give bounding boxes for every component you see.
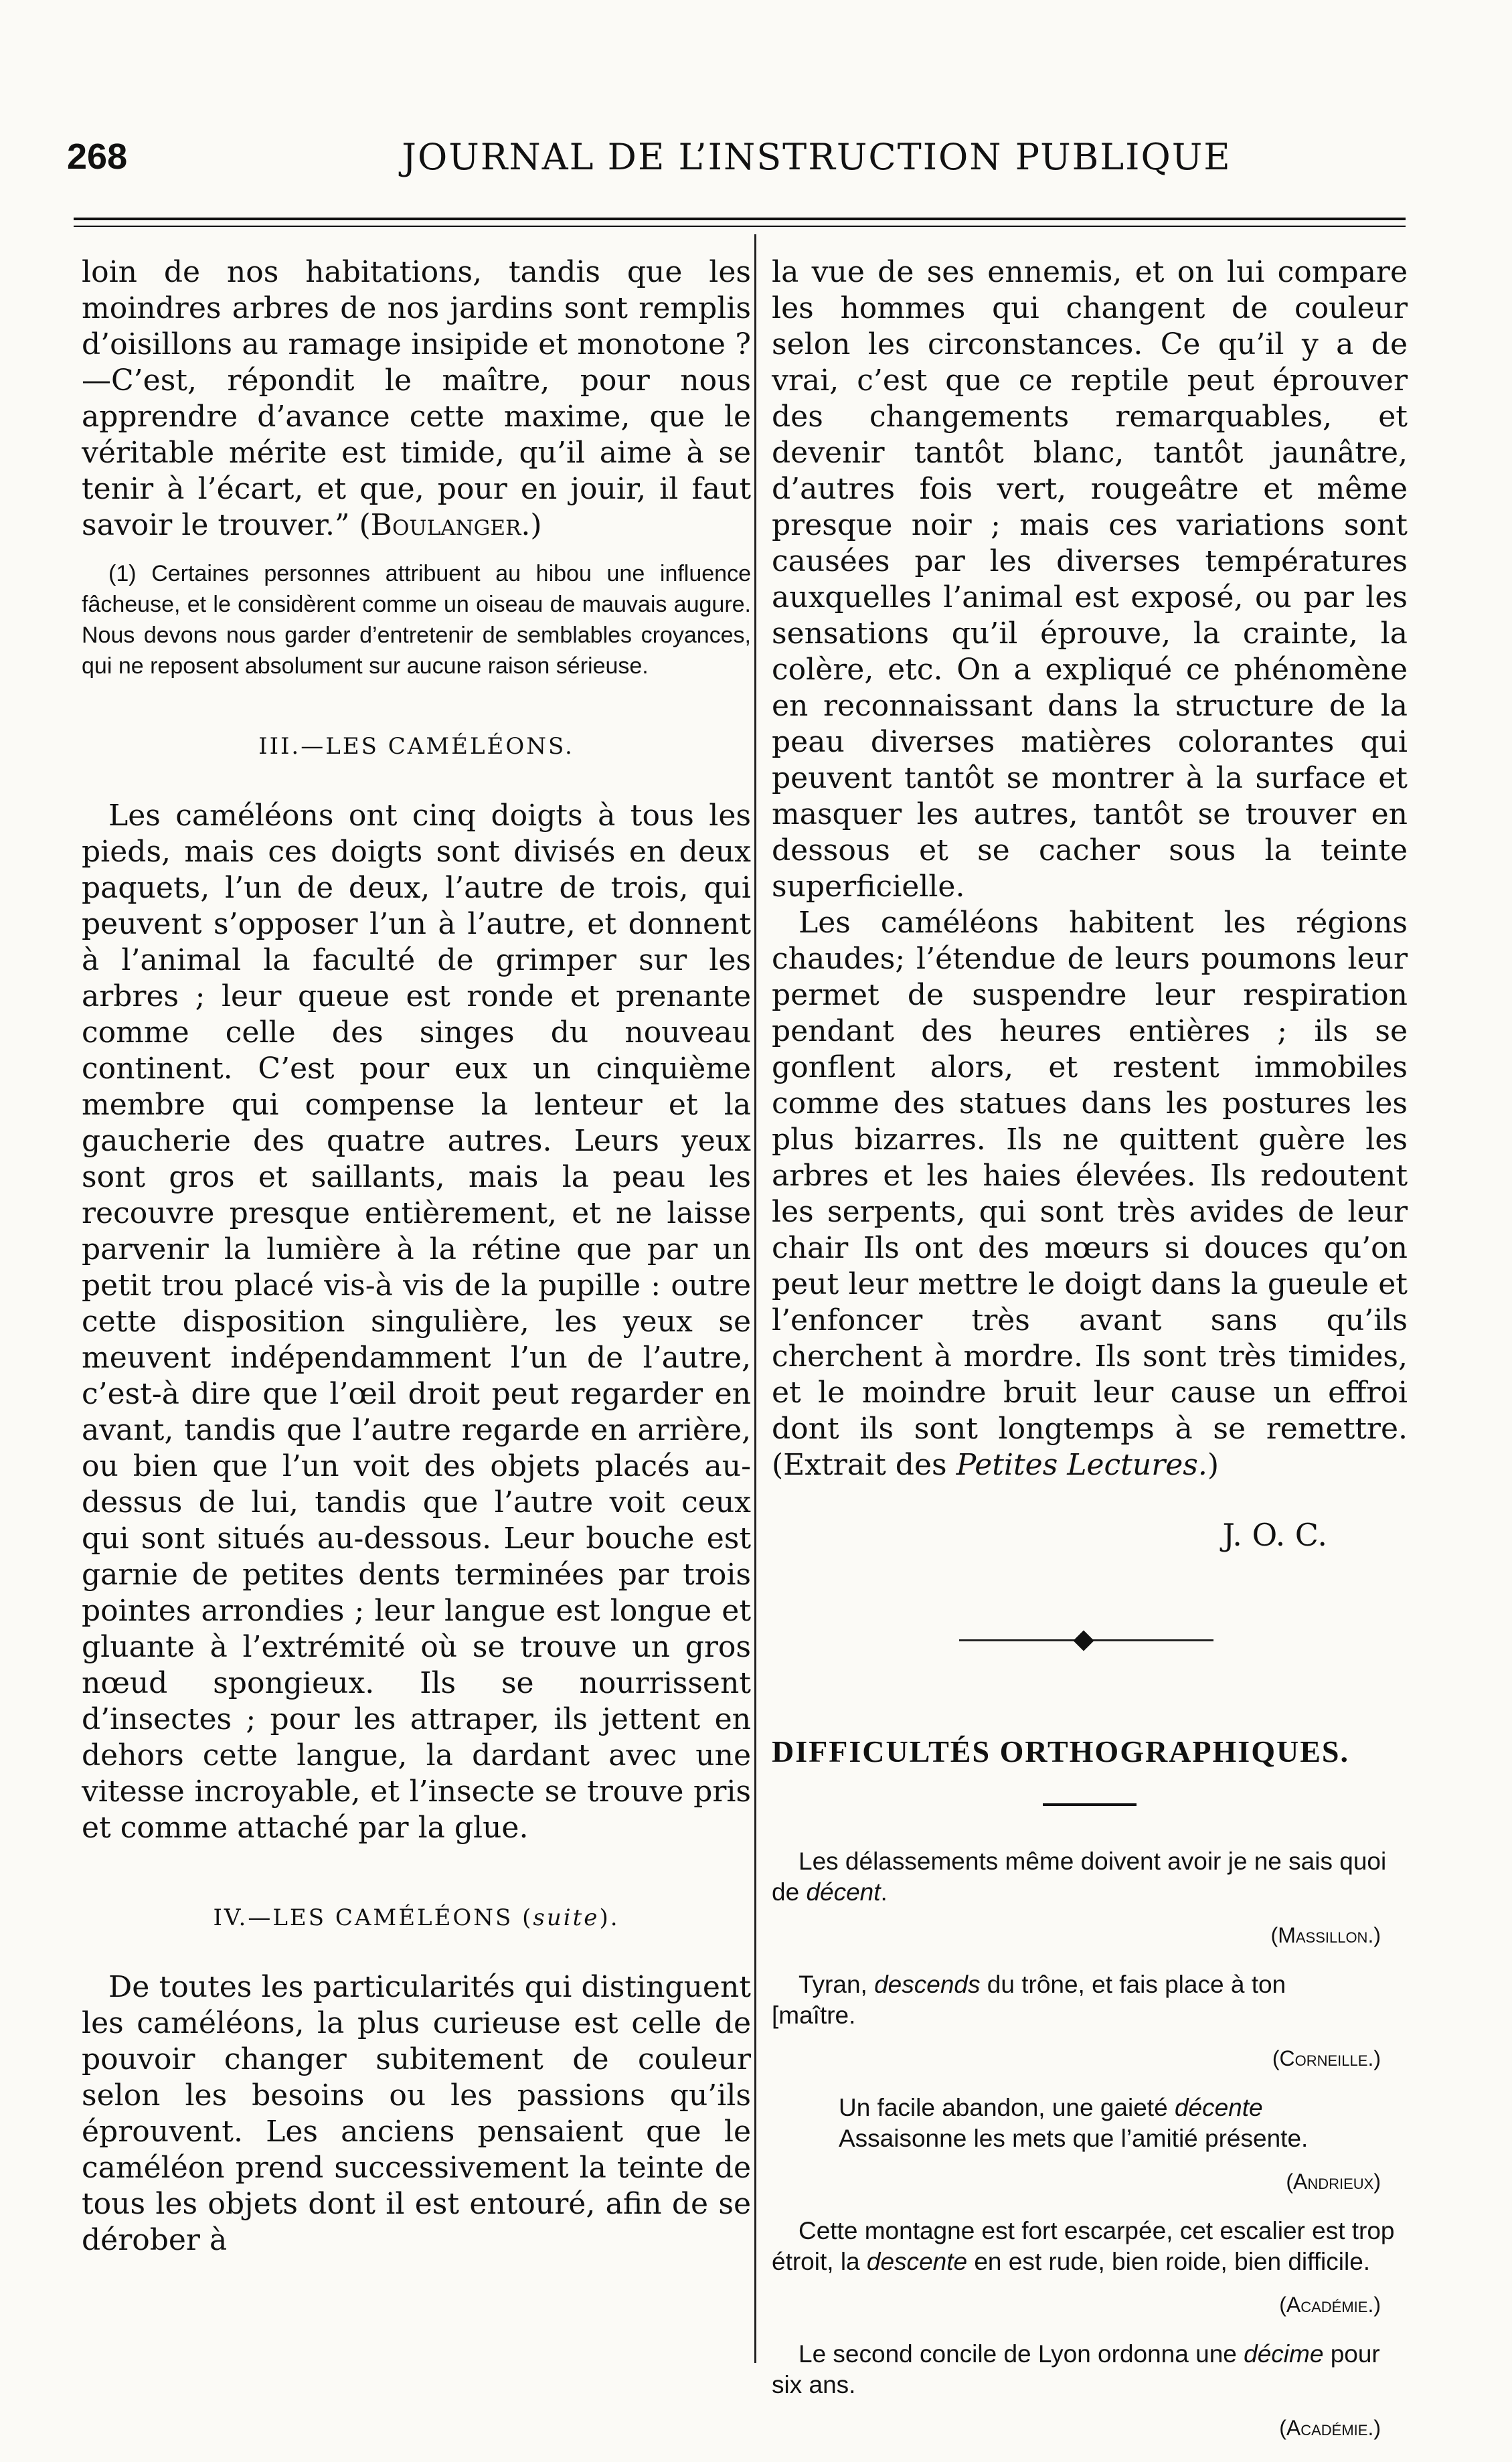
quote-3-line1 bbox=[772, 2092, 1408, 2123]
quote-3-line2: Assaisonne les mets que l’amitié présente. bbox=[839, 2125, 1309, 2152]
paragraph-close: ) bbox=[530, 508, 542, 542]
heading-main: IV.—LES CAMÉLÉONS ( bbox=[213, 1904, 533, 1931]
quote-1-author: (Massillon.) bbox=[1270, 1923, 1381, 1947]
paragraph-cameleons-1: Les caméléons ont cinq doigts à tous les pieds, mais ces doigts sont divisés en deux paquets, l’un de deux, l’autre de trois, qui peuvent s’opposer l’un à l’autre, et donnent à l’animal la faculté de grimper sur les arbres ; leur queue est ronde et prenante comme celle des singes du nouveau continent. C’est pour eux un cinquième membre qui compense la lenteur et la gaucherie des quatre autres. Leurs yeux sont gros et saillants, mais la peau les recouvre presque entièrement, et ne laisse parvenir la lumière à la rétine que par un petit trou placé vis-à vis de la pupille : outre cette disposition singulière, les yeux se meuvent indépendamment l’un de l’autre, c’est-à dire que l’œil droit peut regarder en avant, tandis que l’autre regarde en arrière, ou bien que l’un voit des objets placés au-dessus de lui, tandis que l’autre voit ceux qui sont situés au-dessous. Leur bouche est garnie de petites dents terminées par trois pointes arrondies ; leur langue est longue et gluante à l’extrémité où se trouve un gros nœud spongieux. Ils se nourrissent d’insectes ; pour les attraper, ils jettent en dehors cette langue, la dardant avec une vitesse incroyable, et l’insecte se trouve pris et comme attaché par la glue. bbox=[82, 799, 751, 1845]
short-rule bbox=[1043, 1803, 1137, 1806]
footnote: (1) Certaines personnes attribuent au hibou une influence fâcheuse, et le considèrent comme un oiseau de mauvais augure. Nous devons nous garder d’entretenir de semblables croyances, qui ne reposent absolument sur aucune raison sérieuse. bbox=[82, 561, 751, 679]
header-rule-thick bbox=[74, 218, 1406, 220]
quote-keyword: descente bbox=[866, 2248, 968, 2275]
quote-keyword: décime bbox=[1244, 2340, 1324, 2368]
diamond-icon bbox=[1073, 1630, 1094, 1651]
page-number: 268 bbox=[67, 137, 128, 177]
left-column bbox=[82, 254, 751, 2259]
section-heading-iii: III.—LES CAMÉLÉONS. bbox=[258, 733, 574, 760]
paragraph-hibou-end bbox=[82, 254, 751, 544]
quote-keyword: décent bbox=[806, 1878, 881, 1906]
running-title: JOURNAL DE L’INSTRUCTION PUBLIQUE bbox=[402, 136, 1232, 178]
quote-keyword: décente bbox=[1174, 2094, 1263, 2121]
paragraph-cameleons-2: De toutes les particularités qui distinguent les caméléons, la plus curieuse est celle de pouvoir changer subitement de couleur selon les besoins ou les passions qu’ils éprouvent. Les anciens pensaient que le caméléon prend successivement la teinte de tous les objets dont il est entouré, afin de se dérober à bbox=[82, 1970, 751, 2257]
page-header bbox=[67, 131, 1402, 191]
header-rule-thin bbox=[74, 226, 1406, 227]
quote-3-author: (Andrieux) bbox=[1286, 2169, 1381, 2194]
paragraph-text: loin de nos habitations, tandis que les moindres arbres de nos jardins sont remplis d’oisillons au ramage insipide et monotone ?—C’est, répondit le maître, pour nous apprendre d’avance cette maxime, que le véritable mérite est timide, qu’il aime à se tenir à l’écart, et que, pour en jouir, il faut savoir le trouver.” ( bbox=[82, 255, 751, 542]
quote-text: Cette montagne est fort escarpée, cet escalier est trop étroit, la bbox=[772, 2217, 1395, 2275]
heading-italic: suite bbox=[533, 1904, 600, 1931]
section-heading-iv bbox=[82, 1900, 751, 1936]
quote-5-author: (Académie.) bbox=[1279, 2416, 1381, 2440]
ornament-divider bbox=[772, 1627, 1408, 1653]
quote-2-author: (Corneille.) bbox=[1272, 2046, 1381, 2070]
quote-text-end: . bbox=[880, 1878, 888, 1906]
quote-list bbox=[772, 1846, 1408, 2443]
quote-4 bbox=[772, 2216, 1408, 2277]
paragraph-habitat bbox=[772, 905, 1408, 1483]
quote-keyword: descends bbox=[874, 1971, 981, 1998]
quote-text-end: en est rude, bien roide, bien difficile. bbox=[967, 2248, 1371, 2275]
heading-close: ). bbox=[599, 1904, 620, 1931]
quote-1 bbox=[772, 1846, 1408, 1908]
signature: J. O. C. bbox=[1222, 1517, 1327, 1553]
quote-2 bbox=[772, 1969, 1408, 2000]
paragraph-continuation: la vue de ses ennemis, et on lui compare les hommes qui changent de couleur selon les circonstances. Ce qu’il y a de vrai, c’est que ce reptile peut éprouver des changements remarquables, et devenir tantôt blanc, tantôt jaunâtre, d’autres fois vert, rougeâtre et même presque noir ; mais ces variations sont causées par les diverses températures auxquelles l’animal est exposé, ou par les sensations qu’il éprouve, la crainte, la colère, etc. On a expliqué ce phénomène en reconnaissant dans la structure de la peau diverses matières colorantes qui peuvent tantôt se montrer à la surface et masquer les autres, tantôt se trouver en dessous et se cacher sous la teinte superficielle. bbox=[772, 255, 1408, 904]
paragraph-text: Les caméléons habitent les régions chaudes; l’étendue de leurs poumons leur permet de suspendre leur respiration pendant des heures entières ; ils se gonflent alors, et restent immobiles comme des statues dans les postures les plus bizarres. Ils ne quittent guère les arbres et les haies élevées. Ils redoutent les serpents, qui sont très avides de leur chair Ils ont des mœurs si douces qu’on peut leur mettre le doigt dans la gueule et l’enfoncer très avant sans qu’ils cherchent à mordre. Ils sont très timides, et le moindre bruit leur cause un effroi dont ils sont longtemps à se remettre. (Extrait des bbox=[772, 906, 1408, 1482]
quote-text: Les délassements même doivent avoir je ne sais quoi de bbox=[772, 1848, 1387, 1906]
quote-text-end: du trône, et fais place à ton bbox=[980, 1971, 1286, 1998]
quote-2-line2: [maître. bbox=[772, 2001, 856, 2029]
quote-4-author: (Académie.) bbox=[1279, 2293, 1381, 2317]
author-boulanger: Boulanger. bbox=[370, 508, 531, 542]
paragraph-close: ) bbox=[1207, 1448, 1220, 1482]
right-column bbox=[772, 254, 1408, 2462]
quote-text: Un facile abandon, une gaieté bbox=[839, 2094, 1175, 2121]
quote-text: Tyran, bbox=[799, 1971, 875, 1998]
quote-5 bbox=[772, 2339, 1408, 2400]
difficulties-heading: DIFFICULTÉS ORTHOGRAPHIQUES. bbox=[772, 1734, 1349, 1769]
quote-text: Le second concile de Lyon ordonna une bbox=[799, 2340, 1244, 2368]
column-divider bbox=[754, 234, 756, 2363]
quote-text-end: pour six ans. bbox=[772, 2340, 1380, 2398]
source-title: Petites Lectures. bbox=[956, 1448, 1207, 1482]
